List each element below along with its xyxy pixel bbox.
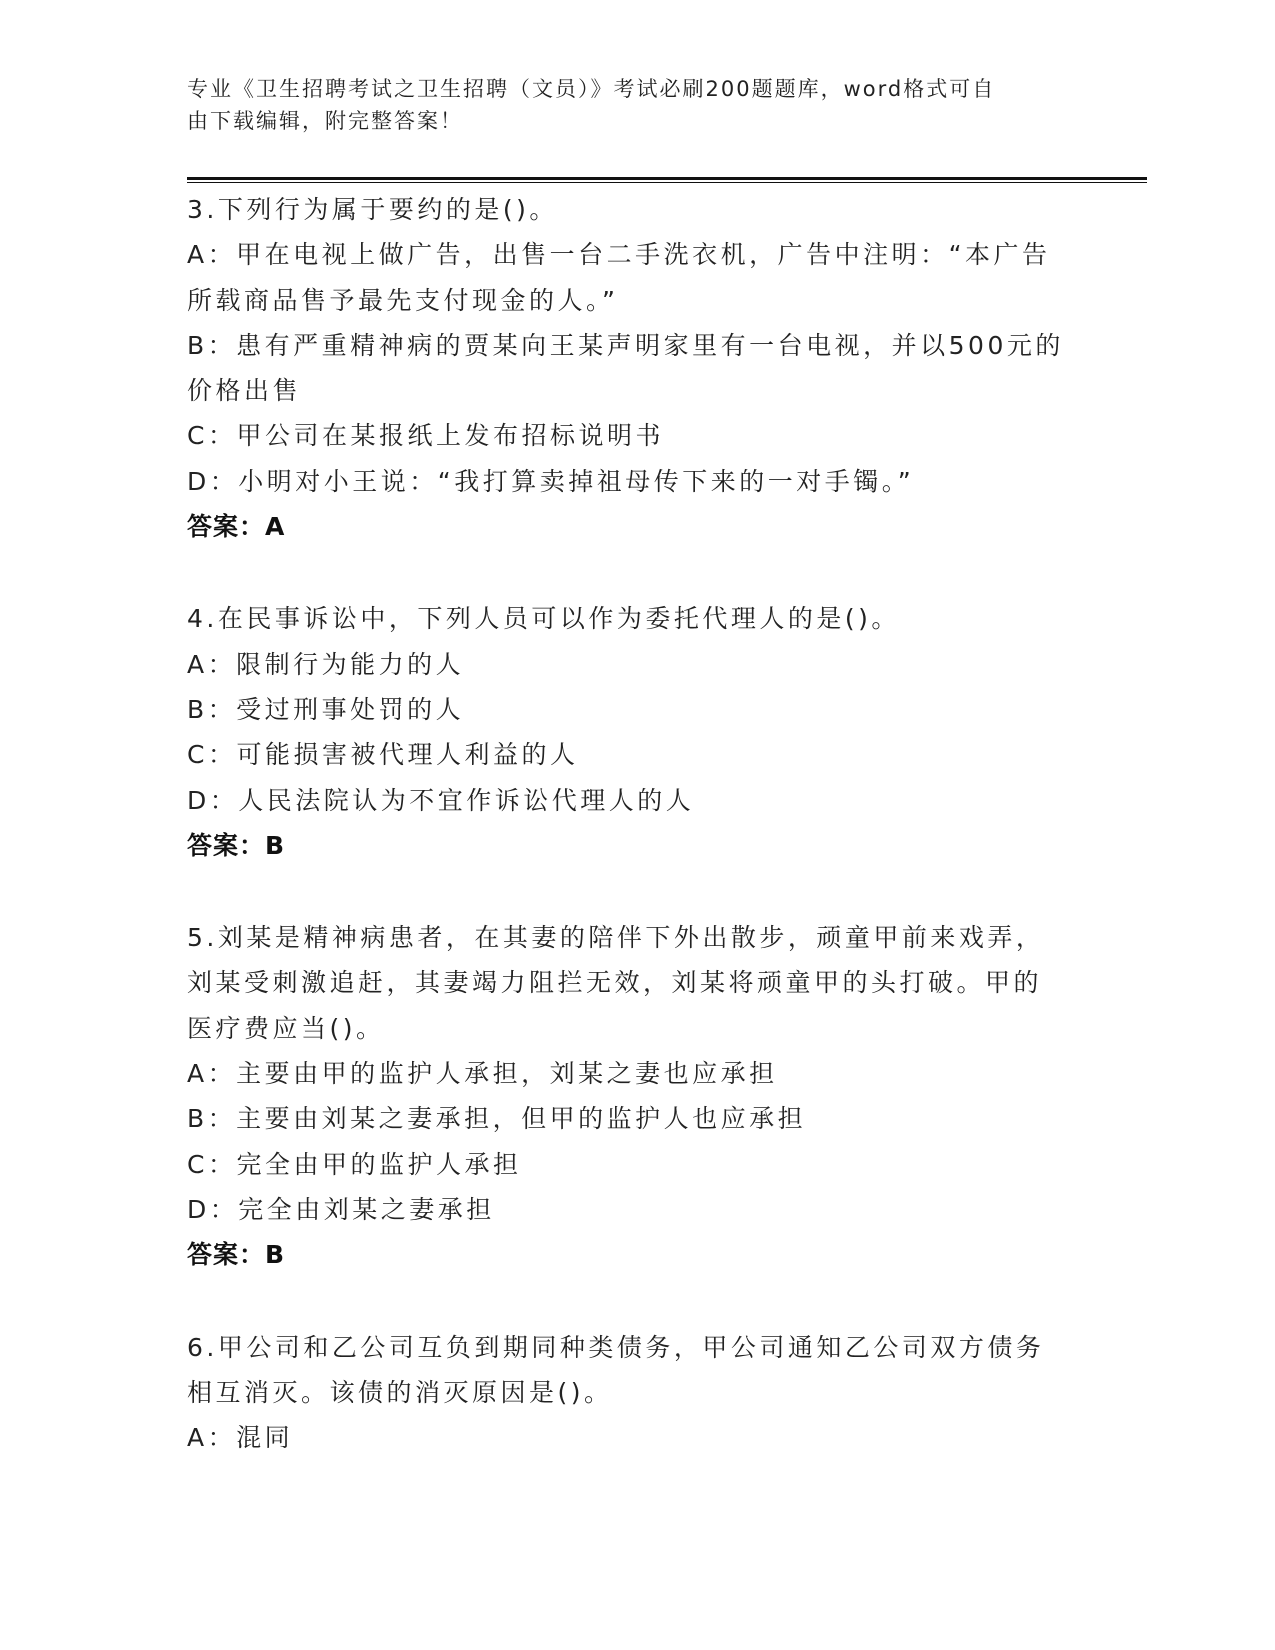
option-a: A：混同 — [187, 1423, 294, 1453]
option-b: B：受过刑事处罚的人 — [187, 694, 465, 724]
document-header — [187, 73, 1067, 137]
question-stem-line-1: 6.甲公司和乙公司互负到期同种类债务，甲公司通知乙公司双方债务 — [187, 1332, 1045, 1362]
option-a: A：主要由甲的监护人承担，刘某之妻也应承担 — [187, 1059, 778, 1089]
question-stem-line-2: 相互消灭。该债的消灭原因是()。 — [187, 1377, 613, 1407]
answer-value: B — [265, 1240, 286, 1270]
option-a-line-2: 所载商品售予最先支付现金的人。” — [187, 285, 619, 315]
answer-value: B — [265, 830, 286, 860]
option-c: C：可能损害被代理人利益的人 — [187, 740, 579, 770]
question-4 — [187, 596, 1087, 868]
option-d: D：人民法院认为不宜作诉讼代理人的人 — [187, 785, 695, 815]
answer — [187, 823, 1087, 868]
question-stem-line-1: 5.刘某是精神病患者，在其妻的陪伴下外出散步，顽童甲前来戏弄， — [187, 923, 1045, 953]
option-b-line-1: B：患有严重精神病的贾某向王某声明家里有一台电视，并以500元的 — [187, 330, 1064, 360]
option-d: D：小明对小王说：“我打算卖掉祖母传下来的一对手镯。” — [187, 466, 915, 496]
option-a-line-1: A：甲在电视上做广告，出售一台二手洗衣机，广告中注明：“本广告 — [187, 240, 1051, 270]
question-3 — [187, 187, 1087, 549]
option-c: C：甲公司在某报纸上发布招标说明书 — [187, 421, 664, 451]
header-divider-thin — [187, 182, 1147, 183]
option-c: C：完全由甲的监护人承担 — [187, 1149, 522, 1179]
spacer — [187, 1278, 1087, 1325]
option-b: B：主要由刘某之妻承担，但甲的监护人也应承担 — [187, 1104, 807, 1134]
header-line-2: 由下载编辑，附完整答案！ — [187, 109, 463, 133]
option-a: A：限制行为能力的人 — [187, 649, 465, 679]
option-b-line-2: 价格出售 — [187, 376, 302, 406]
header-divider-thick — [187, 177, 1147, 180]
question-stem-line-2: 刘某受刺激追赶，其妻竭力阻拦无效，刘某将顽童甲的头打破。甲的 — [187, 968, 1043, 998]
question-list — [187, 187, 1087, 1460]
header-line-1: 专业《卫生招聘考试之卫生招聘（文员）》考试必刷200题题库，word格式可自 — [187, 77, 996, 101]
question-stem: 3.下列行为属于要约的是()。 — [187, 195, 558, 224]
question-5 — [187, 915, 1087, 1277]
question-stem-line-3: 医疗费应当()。 — [187, 1013, 385, 1043]
question-stem: 4.在民事诉讼中，下列人员可以作为委托代理人的是()。 — [187, 604, 900, 634]
spacer — [187, 868, 1087, 915]
option-d: D：完全由刘某之妻承担 — [187, 1194, 495, 1224]
answer-label: 答案： — [187, 512, 266, 542]
answer-value: A — [265, 512, 286, 542]
spacer — [187, 549, 1087, 596]
answer-label: 答案： — [187, 830, 266, 860]
question-6 — [187, 1325, 1087, 1461]
answer — [187, 1232, 1087, 1277]
answer — [187, 504, 1087, 549]
answer-label: 答案： — [187, 1240, 266, 1270]
